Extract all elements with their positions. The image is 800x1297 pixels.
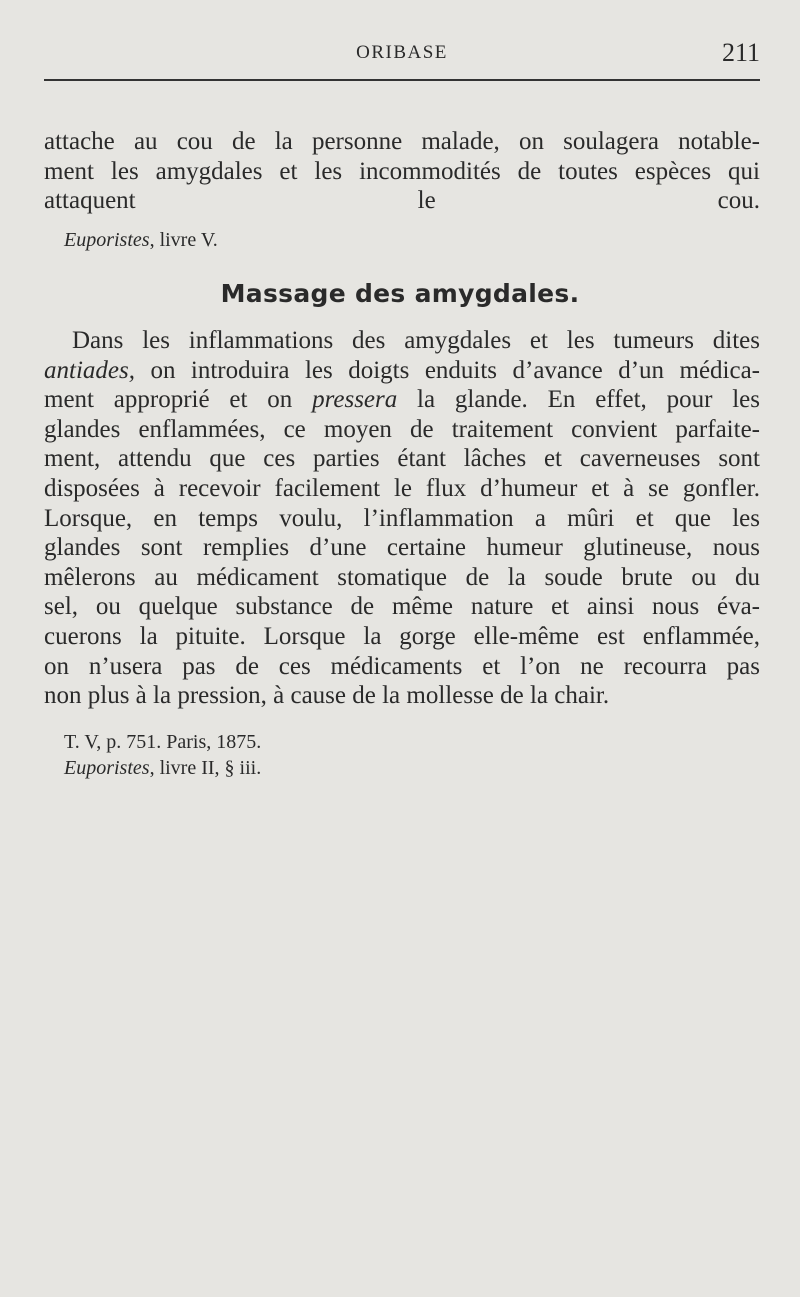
footnote: [64, 729, 261, 781]
text-line: cuerons la pituite. Lorsque la gorge elle-même est enflammée,: [44, 622, 760, 650]
body-paragraph: [44, 326, 760, 711]
text-line: on n’usera pas de ces médicaments et l’on ne recourra pas: [44, 652, 760, 680]
footnote-citation: T. V, p. 751. Paris, 1875.: [64, 731, 262, 753]
text-line: glandes sont remplies d’une certaine humeur glutineuse, nous: [44, 534, 760, 562]
source-book: , livre II, § iii.: [149, 757, 262, 779]
text-line: Lorsque, en temps voulu, l’inflammation a mûri et que les: [44, 504, 760, 532]
intro-paragraph: [44, 127, 760, 216]
source-reference: [64, 229, 218, 252]
source-book: , livre V.: [149, 229, 218, 251]
text-line: Dans les inflammations des amygdales et les tumeurs dites: [72, 327, 760, 354]
text-line: sel, ou quelque substance de même nature et ainsi nous éva-: [44, 593, 760, 621]
text-line: ment les amygdales et les incommodités de toutes espèces qui: [44, 157, 760, 185]
italic-term: antiades,: [44, 356, 135, 384]
text-line: non plus à la pression, à cause de la mollesse de la chair.: [44, 682, 610, 710]
text-line: attaquent le cou.: [44, 187, 760, 214]
text-line: disposées à recevoir facilement le flux d’humeur et à se gonfler.: [44, 474, 760, 502]
text-line: attache au cou de la personne malade, on soulagera notable-: [44, 128, 760, 155]
section-heading: Massage des amygdales.: [220, 279, 580, 308]
running-head: [44, 38, 760, 66]
text-line: [44, 356, 760, 386]
running-title: ORIBASE: [356, 42, 448, 63]
text-line: mêlerons au médicament stomatique de la soude brute ou du: [44, 563, 760, 591]
source-work-title: Euporistes: [64, 757, 150, 779]
header-rule: [44, 79, 760, 81]
text-line: [44, 385, 760, 415]
text-run: on introduira les doigts enduits d’avance d’un médica-: [134, 356, 760, 384]
italic-term: pressera: [312, 386, 398, 414]
footnote-source: [64, 755, 261, 781]
text-run: la glande. En effet, pour les: [397, 386, 760, 414]
text-line: ment, attendu que ces parties étant lâches et caverneuses sont: [44, 445, 760, 473]
text-run: ment approprié et on: [44, 386, 313, 414]
source-work-title: Euporistes: [64, 229, 150, 251]
page-number: 211: [721, 38, 760, 67]
text-line: glandes enflammées, ce moyen de traitement convient parfaite-: [44, 415, 760, 443]
